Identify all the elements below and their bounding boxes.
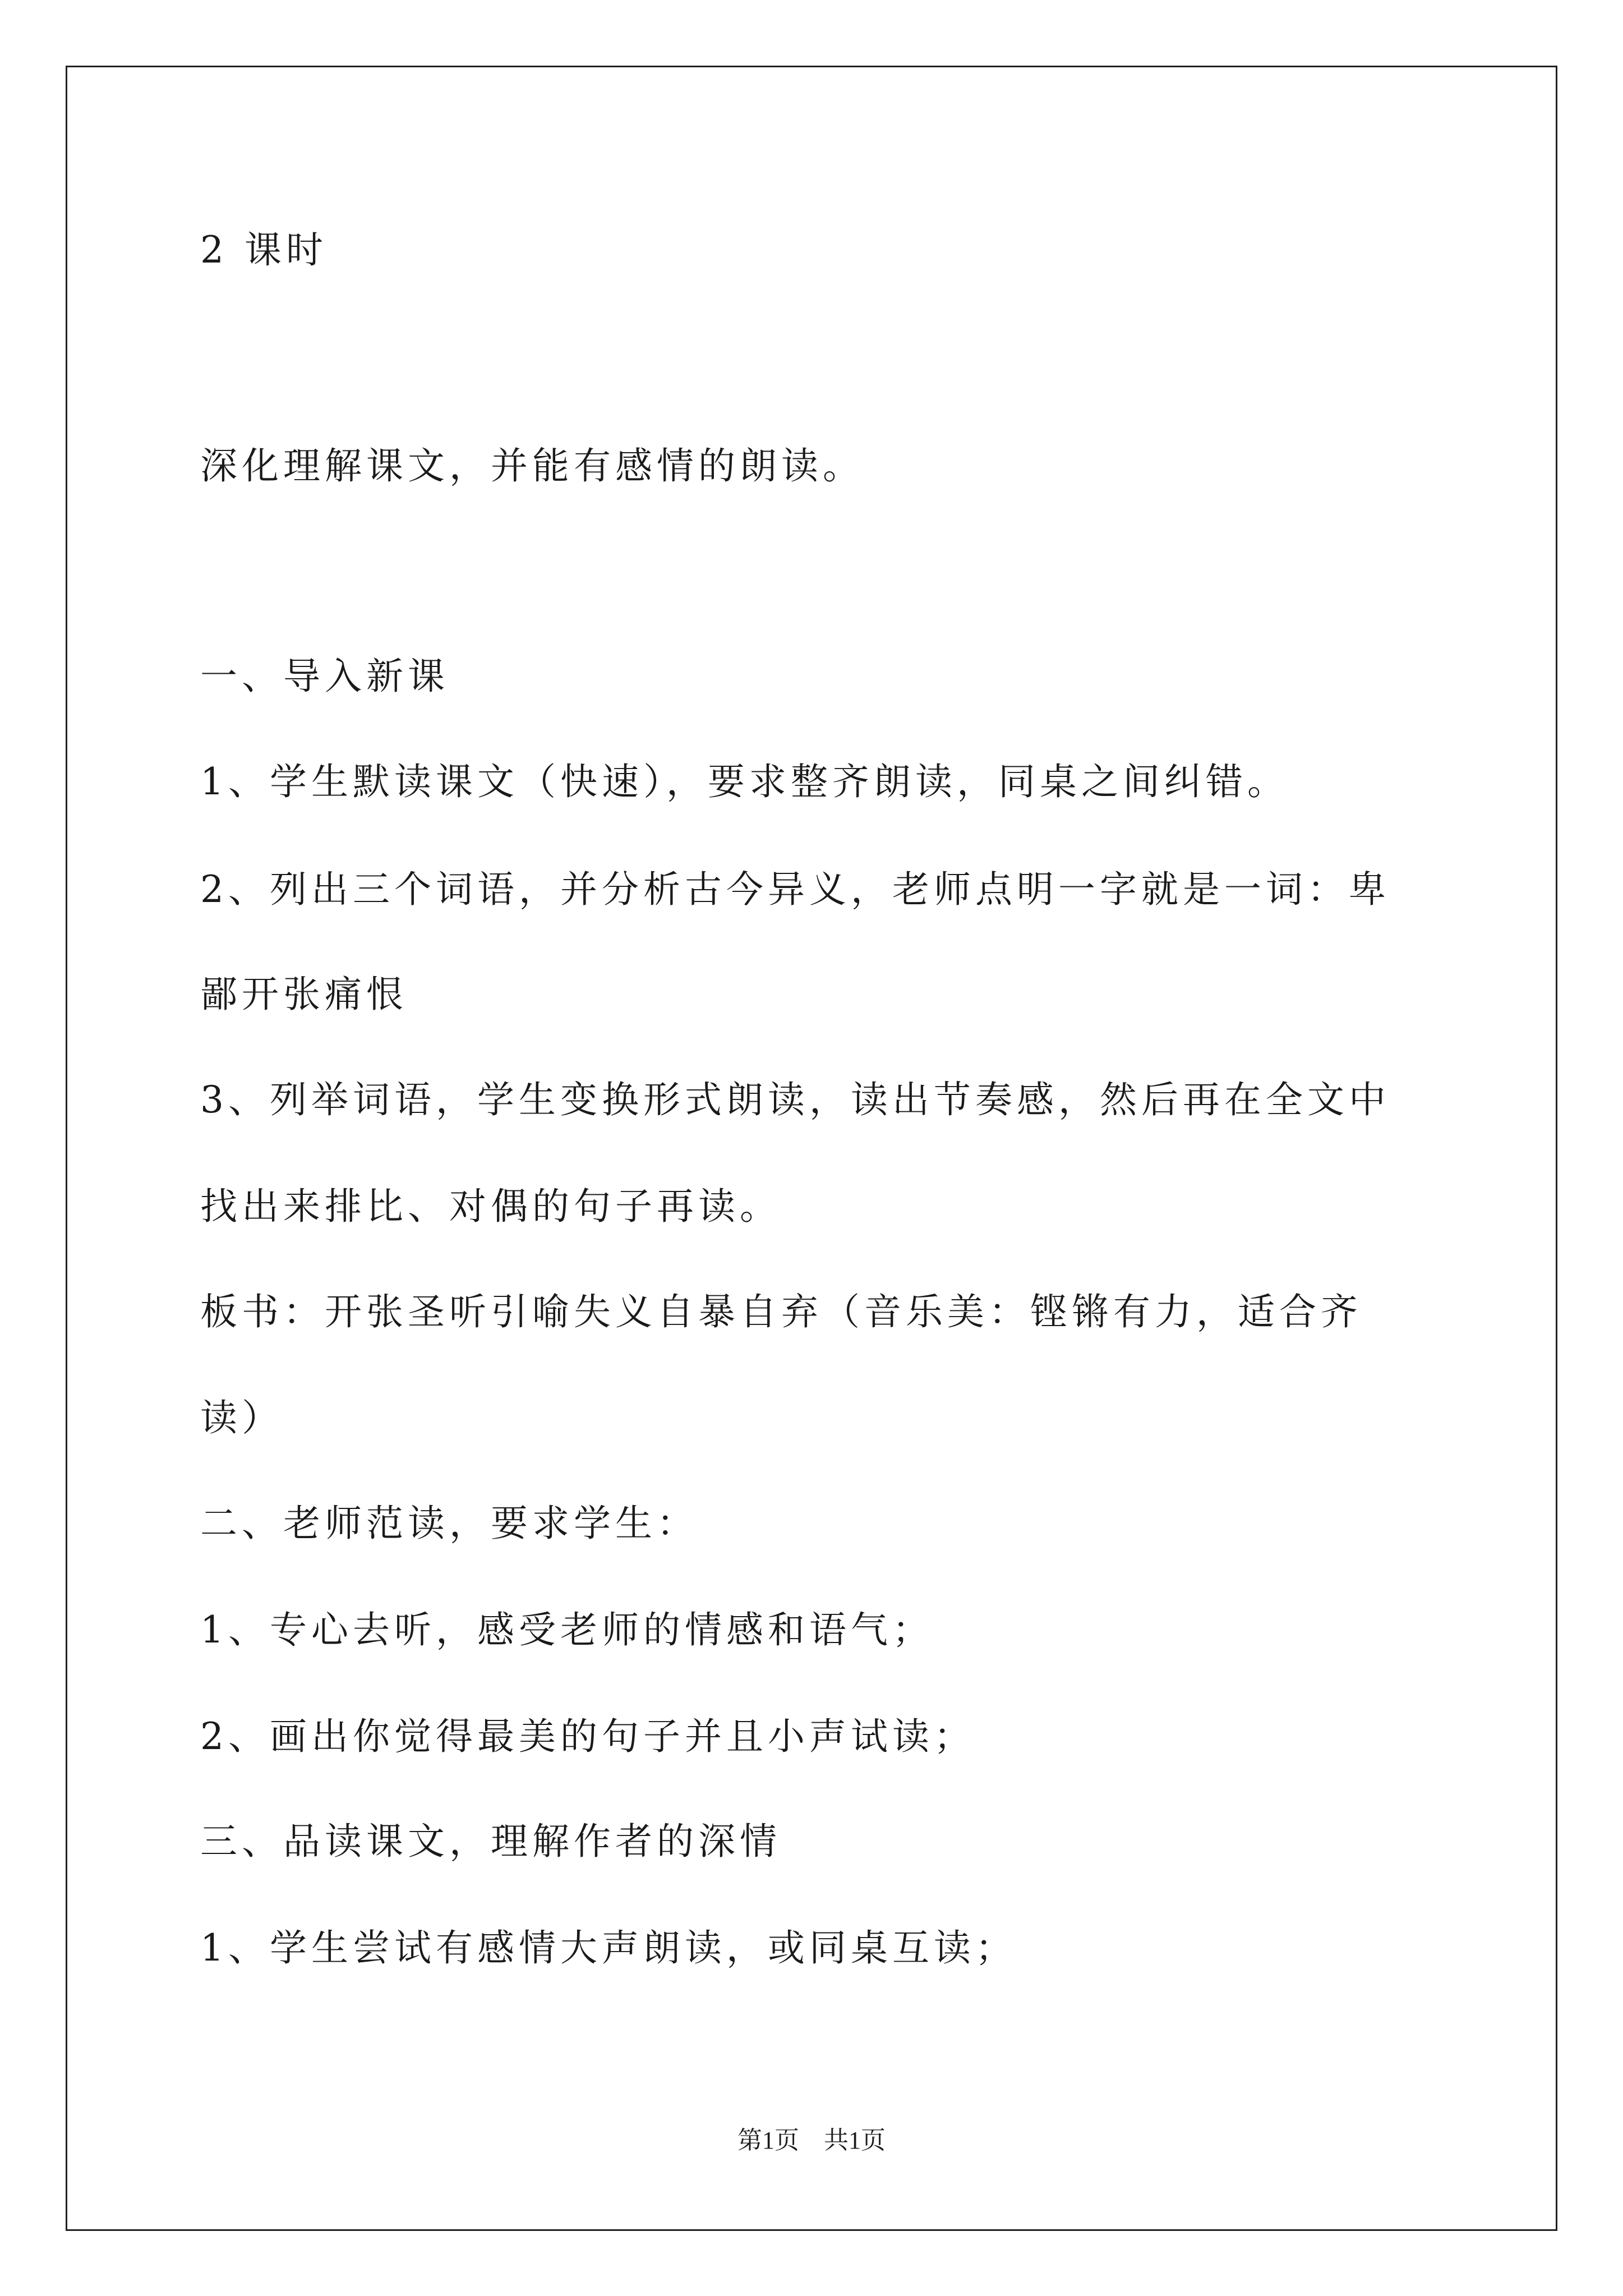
paragraph-item: 1、专心去听，感受老师的情感和语气； — [200, 1608, 934, 1651]
paragraph-continuation: 鄙开张痛恨 — [200, 973, 408, 1016]
page-border — [66, 66, 1557, 2231]
paragraph-board-notes: 板书：开张圣听引喻失义自暴自弃（音乐美：铿锵有力，适合齐 — [200, 1290, 1362, 1333]
heading-section-2: 二、老师范读，要求学生： — [200, 1502, 698, 1545]
paragraph-item: 3、列举词语，学生变换形式朗读，读出节奏感，然后再在全文中 — [200, 1078, 1390, 1121]
paragraph-item: 1、学生默读课文（快速），要求整齐朗读，同桌之间纠错。 — [200, 760, 1289, 803]
heading-section-3: 三、品读课文，理解作者的深情 — [200, 1820, 781, 1863]
paragraph-continuation: 找出来排比、对偶的句子再读。 — [200, 1185, 781, 1228]
heading-section-1: 一、导入新课 — [200, 655, 449, 698]
paragraph-objective: 深化理解课文，并能有感情的朗读。 — [200, 444, 864, 487]
paragraph-continuation: 读） — [200, 1396, 283, 1439]
paragraph-item: 2、画出你觉得最美的句子并且小声试读； — [200, 1715, 975, 1758]
paragraph-item: 1、学生尝试有感情大声朗读，或同桌互读； — [200, 1926, 1017, 1970]
paragraph-lesson-duration: 2 课时 — [200, 228, 328, 272]
page-footer: 第1页 共1页 — [737, 2127, 886, 2154]
paragraph-item: 2、列出三个词语，并分析古今异义，老师点明一字就是一词：卑 — [200, 868, 1390, 911]
